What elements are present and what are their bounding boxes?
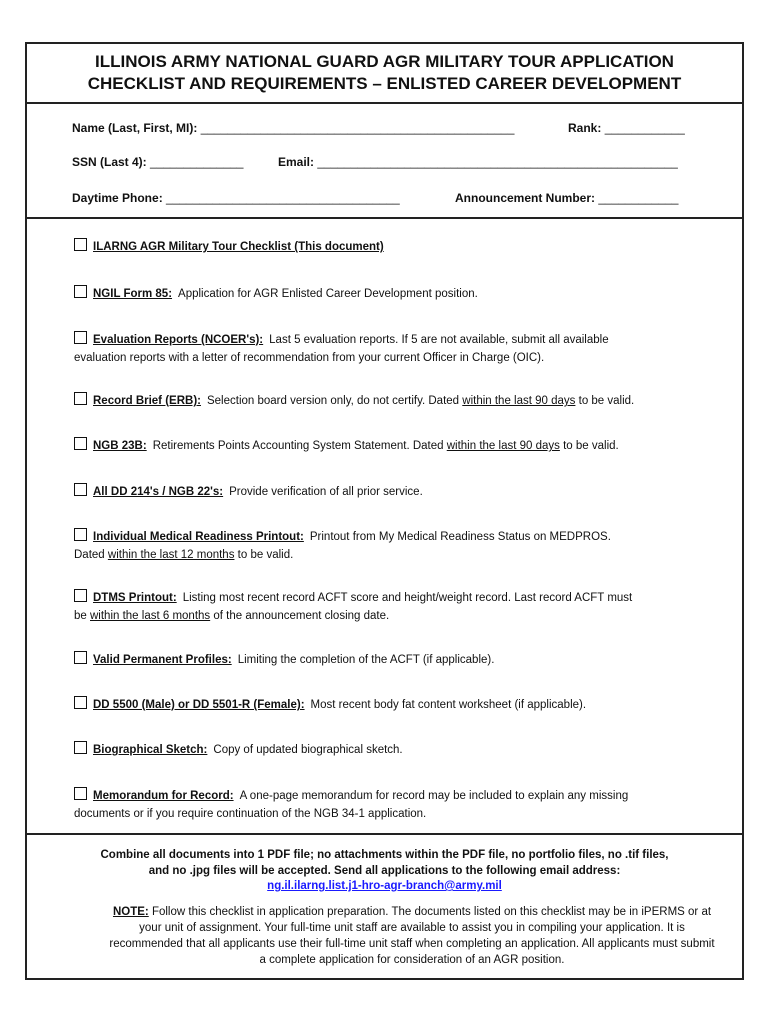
item-description: Limiting the completion of the ACFT (if applicable). <box>237 654 495 666</box>
checklist-item <box>74 528 714 564</box>
item-label: Individual Medical Readiness Printout: <box>93 531 304 543</box>
item-description: Last 5 evaluation reports. If 5 are not available, submit all available <box>269 334 609 346</box>
checkbox[interactable] <box>74 331 87 344</box>
submission-email-row <box>27 878 742 894</box>
item-description-end: to be valid. <box>237 549 294 561</box>
checklist-frame <box>25 42 744 980</box>
phone-label: Daytime Phone: <box>72 191 163 205</box>
name-blank[interactable]: _______________________________________________ <box>200 121 515 135</box>
item-label: All DD 214's / NGB 22's: <box>93 486 224 498</box>
item-description: Retirements Points Accounting System Statement. Dated <box>152 440 444 452</box>
item-label: Biographical Sketch: <box>93 744 208 756</box>
note-paragraph <box>107 904 717 968</box>
checkbox[interactable] <box>74 483 87 496</box>
name-label: Name (Last, First, MI): <box>72 121 198 135</box>
item-description: Selection board version only, do not certify. Dated <box>206 395 460 407</box>
announcement-field[interactable] <box>455 191 678 205</box>
item-label: Record Brief (ERB): <box>93 395 201 407</box>
item-description-cont: evaluation reports with a letter of recommendation from your current Officer in Charge (OIC). <box>74 352 545 364</box>
rank-field[interactable] <box>568 121 685 135</box>
checkbox[interactable] <box>74 589 87 602</box>
checkbox[interactable] <box>74 437 87 450</box>
phone-blank[interactable]: ___________________________________ <box>166 191 400 205</box>
item-description-end: of the announcement closing date. <box>213 610 390 622</box>
item-label: Evaluation Reports (NCOER's): <box>93 334 264 346</box>
name-field[interactable] <box>72 121 514 135</box>
item-description: A one-page memorandum for record may be included to explain any missing <box>239 790 629 802</box>
item-label: Memorandum for Record: <box>93 790 234 802</box>
note-text: Follow this checklist in application preparation. The documents listed on this checklist may be in iPERMS or at your unit of assignment. Your full-time unit staff are available to assist you in compiling your application. It is recommended that all applicants use their full-time unit staff when completing an application. All applicants must submit a complete application for consideration of an AGR position. <box>109 906 715 966</box>
checklist-item <box>74 437 714 455</box>
email-label: Email: <box>278 155 315 169</box>
title-line-1: ILLINOIS ARMY NATIONAL GUARD AGR MILITARY TOUR APPLICATION <box>95 52 674 71</box>
item-label: NGB 23B: <box>93 440 147 452</box>
item-label: Valid Permanent Profiles: <box>93 654 232 666</box>
item-description-cont: be <box>74 610 87 622</box>
checkbox[interactable] <box>74 238 87 251</box>
title-line-2: CHECKLIST AND REQUIREMENTS – ENLISTED CAREER DEVELOPMENT <box>87 74 682 93</box>
item-label: ILARNG AGR Military Tour Checklist (This document) <box>93 241 384 253</box>
item-description-end: to be valid. <box>578 395 635 407</box>
announcement-label: Announcement Number: <box>455 191 596 205</box>
rank-blank[interactable]: ____________ <box>604 121 685 135</box>
checklist-item <box>74 331 714 367</box>
note-label: NOTE: <box>112 906 149 918</box>
checklist-item <box>74 483 714 501</box>
checklist-item <box>74 238 714 256</box>
rank-label: Rank: <box>568 121 602 135</box>
checkbox[interactable] <box>74 528 87 541</box>
item-description: Most recent body fat content worksheet (if applicable). <box>310 699 587 711</box>
submission-instructions-1: Combine all documents into 1 PDF file; no attachments within the PDF file, no portfolio files, no .tif files, <box>100 849 669 861</box>
checklist-item <box>74 741 714 759</box>
checklist-item <box>74 651 714 669</box>
phone-field[interactable] <box>72 191 400 205</box>
checklist-item <box>74 589 714 625</box>
checkbox[interactable] <box>74 741 87 754</box>
item-description: Copy of updated biographical sketch. <box>213 744 403 756</box>
item-description: Listing most recent record ACFT score and height/weight record. Last record ACFT must <box>182 592 633 604</box>
checkbox[interactable] <box>74 392 87 405</box>
checkbox[interactable] <box>74 285 87 298</box>
checkbox[interactable] <box>74 787 87 800</box>
checklist-item <box>74 696 714 714</box>
item-description: Application for AGR Enlisted Career Development position. <box>178 288 478 300</box>
ssn-field[interactable] <box>72 155 243 169</box>
ssn-blank[interactable]: ______________ <box>150 155 244 169</box>
submission-instructions-2: and no .jpg files will be accepted. Send all applications to the following email address: <box>148 865 621 877</box>
email-blank[interactable]: ______________________________________________________ <box>317 155 678 169</box>
item-emphasis: within the last 12 months <box>107 549 235 561</box>
item-emphasis: within the last 90 days <box>446 440 560 452</box>
submission-email-link[interactable]: ng.il.ilarng.list.j1-hro-agr-branch@army.mil <box>267 880 502 892</box>
ssn-label: SSN (Last 4): <box>72 155 147 169</box>
announcement-blank[interactable]: ____________ <box>598 191 679 205</box>
item-description-cont: Dated <box>74 549 105 561</box>
title-box <box>27 44 742 104</box>
item-label: DTMS Printout: <box>93 592 177 604</box>
item-label: NGIL Form 85: <box>93 288 173 300</box>
checklist-item <box>74 787 714 823</box>
item-emphasis: within the last 6 months <box>90 610 211 622</box>
item-description: Printout from My Medical Readiness Status on MEDPROS. <box>309 531 611 543</box>
email-field[interactable] <box>278 155 678 169</box>
checkbox[interactable] <box>74 651 87 664</box>
item-description-cont: documents or if you require continuation of the NGB 34-1 application. <box>74 808 427 820</box>
item-label: DD 5500 (Male) or DD 5501-R (Female): <box>93 699 305 711</box>
footer-divider <box>27 833 742 835</box>
item-emphasis: within the last 90 days <box>462 395 576 407</box>
item-description: Provide verification of all prior service. <box>229 486 423 498</box>
checkbox[interactable] <box>74 696 87 709</box>
item-description-end: to be valid. <box>563 440 619 452</box>
header-divider <box>27 217 742 219</box>
checklist-item <box>74 392 714 410</box>
checklist-item <box>74 285 714 303</box>
